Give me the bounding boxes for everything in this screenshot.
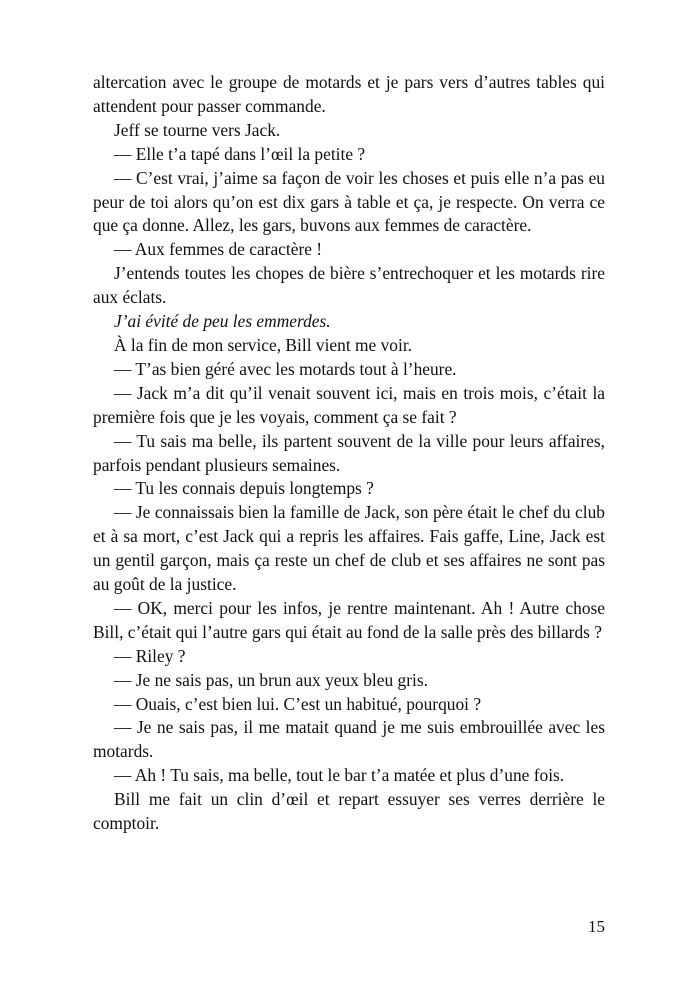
dialogue-line: — OK, merci pour les infos, je rentre maintenant. Ah ! Autre chose Bill, c’était qui l’autre gars qui était au fond de la salle près des billards ? [93, 597, 605, 642]
dialogue-line: — Ouais, c’est bien lui. C’est un habitué, pourquoi ? [114, 693, 482, 714]
paragraph: altercation avec le groupe de motards et je pars vers d’autres tables qui attendent pour passer commande. [93, 72, 605, 116]
dialogue-line: — Ah ! Tu sais, ma belle, tout le bar t’a matée et plus d’une fois. [114, 765, 565, 786]
dialogue-line: — Je ne sais pas, un brun aux yeux bleu gris. [114, 669, 428, 690]
dialogue-line: — Je ne sais pas, il me matait quand je me suis embrouillée avec les motards. [93, 717, 605, 762]
dialogue-line: — Aux femmes de caractère ! [114, 239, 323, 260]
dialogue-line: — Tu sais ma belle, ils partent souvent de la ville pour leurs affaires, parfois pendant plusieurs semaines. [93, 430, 605, 475]
dialogue-line: — C’est vrai, j’aime sa façon de voir les choses et puis elle n’a pas eu peur de toi alors qu’on est dix gars à table et ça, je respecte. On verra ce que ça donne. Allez, les gars, buvons aux femmes de caractère. [93, 167, 605, 236]
paragraph: Bill me fait un clin d’œil et repart essuyer ses verres derrière le comptoir. [93, 789, 605, 834]
dialogue-line: — T’as bien géré avec les motards tout à l’heure. [114, 358, 457, 379]
dialogue-line: — Riley ? [114, 645, 186, 666]
italic-thought: J’ai évité de peu les emmerdes. [114, 311, 331, 332]
dialogue-line: — Je connaissais bien la famille de Jack, son père était le chef du club et à sa mort, c’est Jack qui a repris les affaires. Fais gaffe, Line, Jack est un gentil garçon, mais ça reste un chef de club et ses affaires ne sont pas au goût de la justice. [93, 502, 605, 595]
paragraph: J’entends toutes les chopes de bière s’entrechoquer et les motards rire aux éclats. [93, 263, 605, 308]
page-number: 15 [588, 917, 605, 936]
dialogue-line: — Elle t’a tapé dans l’œil la petite ? [114, 143, 366, 164]
dialogue-line: — Tu les connais depuis longtemps ? [114, 478, 374, 499]
paragraph: Jeff se tourne vers Jack. [114, 119, 281, 140]
dialogue-line: — Jack m’a dit qu’il venait souvent ici, mais en trois mois, c’était la première fois que je les voyais, comment ça se fait ? [93, 382, 605, 427]
body-text [93, 71, 605, 836]
paragraph: À la fin de mon service, Bill vient me voir. [114, 334, 412, 355]
